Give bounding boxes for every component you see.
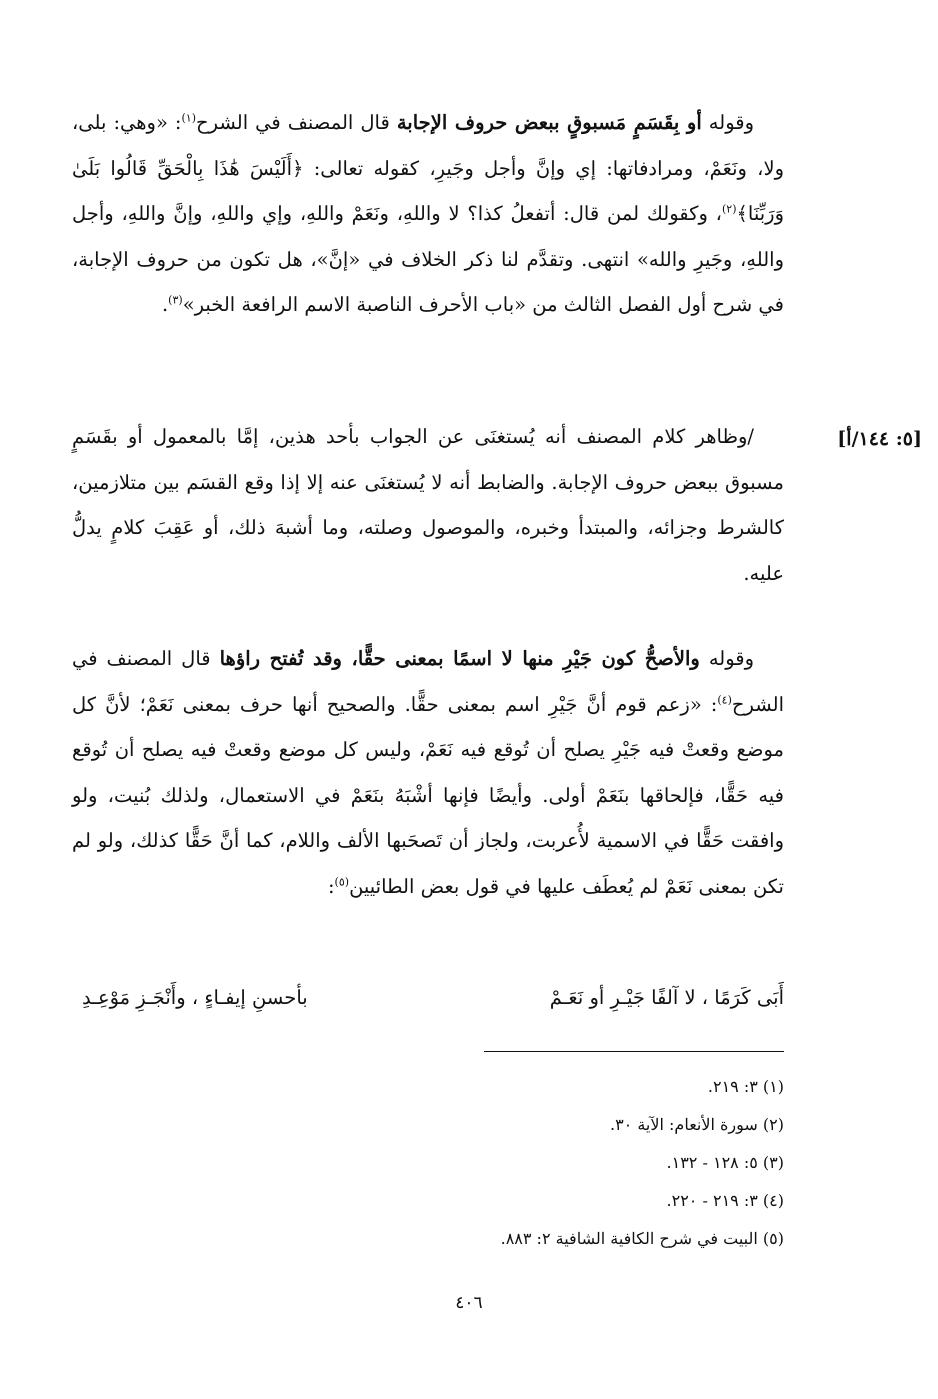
footnotes	[72, 1068, 784, 1258]
footnote-separator	[484, 1051, 784, 1052]
paragraph-2	[72, 414, 784, 596]
footnote-1: (١) ٣: ٢١٩.	[707, 1077, 784, 1096]
paragraph-1-body-2: ، وكقولك لمن قال: أتفعلُ كذا؟ لا واللهِ، ونَعَمْ واللهِ، وإي واللهِ، وإنَّ واللهِ، وأجل واللهِ، وجَيرِ والله» انتهى. وتقدَّم لنا ذكر الخلاف في «إنَّ»، هل تكون من حروف الإجابة، في شرح أول الفصل الثالث من «باب الأحرف الناصبة الاسم الرافعة الخبر»	[72, 202, 784, 316]
paragraph-3-lead: وقوله	[708, 647, 755, 670]
paragraph-1	[72, 100, 784, 328]
paragraph-3-quoted-phrase: والأصحُّ كون جَيْرِ منها لا اسمًا بمعنى حقًّا، وقد تُفتح راؤها	[219, 647, 700, 670]
verse-second-hemistich: بأحسنِ إيفـاءٍ ، وأَنْجَـزِ مَوْعِـدِ	[82, 986, 308, 1009]
paragraph-3-text: قال المصنف في الشرح	[72, 647, 784, 716]
footnote-ref-3: (٣)	[168, 293, 183, 307]
footnote-4: (٤) ٣: ٢١٩ - ٢٢٠.	[666, 1191, 784, 1210]
paragraph-1-body: : «وهي: بلى، ولا، ونَعَمْ، ومرادفاتها: إي وإنَّ وأجل وجَيرِ، كقوله تعالى: ﴿أَلَيْسَ هَٰذَا بِالْحَقِّ قَالُوا بَلَىٰ وَرَبِّنَا﴾	[72, 111, 784, 225]
footnote-ref-2: (٢)	[721, 202, 737, 216]
paragraph-3-end: :	[327, 874, 335, 898]
paragraph-2-text: /وظاهر كلام المصنف أنه يُستغنَى عن الجواب بأحد هذين، إمَّا بالمعمول أو بقَسَمٍ مسبوق ببعض حروف الإجابة. والضابط أنه لا يُستغنَى عنه إلا إذا وقع القسَم بين متلازمين، كالشرط وجزائه، والمبتدأ وخبره، والموصول وصلته، وما أشبهَ ذلك، أو عَقِبَ كلامٍ يدلُّ عليه.	[72, 425, 784, 585]
footnote-ref-1: (١)	[181, 111, 197, 125]
footnote-ref-4: (٤)	[717, 693, 732, 706]
footnote-2: (٢) سورة الأنعام: الآية ٣٠.	[609, 1115, 784, 1134]
footnote-5: (٥) البيت في شرح الكافية الشافية ٢: ٨٨٣.	[500, 1229, 784, 1248]
paragraph-1-text: قال المصنف في الشرح	[196, 111, 390, 134]
paragraph-1-end: .	[161, 293, 169, 316]
paragraph-1-lead: وقوله	[708, 111, 755, 134]
paragraph-1-quoted-phrase: أو بِقَسَمٍ مَسبوقٍ ببعض حروف الإجابة	[396, 111, 702, 134]
page-number: ٤٠٦	[455, 1293, 483, 1313]
poetry-verse	[72, 986, 784, 1030]
manuscript-folio-ref: [٥: ١٤٤/أ]	[837, 428, 922, 450]
footnote-ref-5: (٥)	[334, 875, 350, 888]
paragraph-3	[72, 636, 784, 909]
paragraph-3-body: : «زعم قوم أنَّ جَيْرِ اسم بمعنى حقًّا. والصحيح أنها حرف بمعنى نَعَمْ؛ لأنَّ كل موضع وقعتْ فيه جَيْرِ يصلح أن تُوقع فيه نَعَمْ، وليس كل موضع وقعتْ فيه يصلح أن تُوقع فيه حَقًّا، فإلحاقها بنَعَمْ أولى. وأيضًا فإنها أشْبَهُ بنَعَمْ في الاستعمال، ولذلك بُنيت، ولو وافقت حَقًّا في الاسمية لأُعربت، ولجاز أن تَصحَبها الألف واللام، كما أنَّ حَقًّا كذلك، ولو لم تكن بمعنى نَعَمْ لم يُعطَف عليها في قول بعض الطائيين	[72, 692, 784, 898]
footnote-3: (٣) ٥: ١٢٨ - ١٣٢.	[666, 1153, 784, 1172]
verse-first-hemistich: أَبَى كَرَمًا ، لا آلفًا جَيْـرِ أو نَعَـمْ	[549, 986, 784, 1009]
